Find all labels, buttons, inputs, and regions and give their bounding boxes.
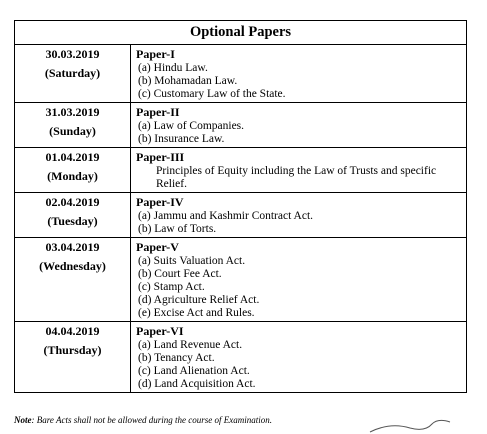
paper-item: (a) Hindu Law. [138, 62, 208, 74]
paper-item: (b) Mohamadan Law. [138, 75, 238, 87]
paper-title: Paper-V [136, 240, 179, 254]
note-label: Note [14, 415, 32, 425]
optional-papers-table [14, 20, 467, 393]
paper-title: Paper-VI [136, 324, 184, 338]
paper-title: Paper-IV [136, 195, 184, 209]
paper-item: (d) Land Acquisition Act. [138, 378, 256, 390]
paper-item: (a) Jammu and Kashmir Contract Act. [138, 210, 314, 222]
paper-item: (e) Excise Act and Rules. [138, 307, 255, 319]
paper-cell [131, 103, 466, 147]
paper-item: (a) Law of Companies. [138, 120, 245, 132]
exam-date: 30.03.2019 [45, 47, 100, 61]
date-cell [15, 238, 131, 321]
paper-item: (c) Stamp Act. [138, 281, 205, 293]
paper-cell [131, 238, 466, 321]
paper-item: (b) Tenancy Act. [138, 352, 215, 364]
paper-cell [131, 148, 466, 192]
paper-title: Paper-III [136, 150, 185, 164]
date-cell [15, 148, 131, 192]
note-text: : Bare Acts shall not be allowed during the course of Examination. [31, 415, 272, 425]
date-cell [15, 103, 131, 147]
exam-date: 01.04.2019 [45, 150, 100, 164]
exam-day: (Saturday) [44, 66, 101, 80]
paper-cell [131, 193, 466, 237]
exam-day: (Thursday) [43, 343, 102, 357]
date-cell [15, 322, 131, 392]
exam-date: 31.03.2019 [45, 105, 100, 119]
paper-item: (c) Land Alienation Act. [138, 365, 250, 377]
exam-day: (Tuesday) [47, 214, 98, 228]
date-cell [15, 45, 131, 102]
paper-item: (d) Agriculture Relief Act. [138, 294, 260, 306]
exam-date: 02.04.2019 [45, 195, 100, 209]
paper-title: Paper-I [136, 47, 175, 61]
paper-title: Paper-II [136, 105, 180, 119]
paper-item: (b) Insurance Law. [138, 133, 225, 145]
table-title: Optional Papers [15, 21, 466, 45]
paper-description: Principles of Equity including the Law of Trusts and specific Relief. [156, 165, 437, 190]
table-row [15, 45, 466, 103]
table-row [15, 103, 466, 148]
date-cell [15, 193, 131, 237]
exam-date: 04.04.2019 [45, 324, 100, 338]
exam-day: (Monday) [47, 169, 98, 183]
table-row [15, 322, 466, 392]
exam-day: (Sunday) [49, 124, 96, 138]
table-row [15, 238, 466, 322]
paper-item: (b) Law of Torts. [138, 223, 217, 235]
paper-item: (c) Customary Law of the State. [138, 88, 286, 100]
paper-item: (b) Court Fee Act. [138, 268, 222, 280]
paper-cell [131, 45, 466, 102]
footnote [14, 415, 272, 425]
exam-day: (Wednesday) [39, 259, 106, 273]
paper-item: (a) Suits Valuation Act. [138, 255, 246, 267]
signature-mark [350, 418, 470, 434]
table-row [15, 148, 466, 193]
paper-cell [131, 322, 466, 392]
paper-item: (a) Land Revenue Act. [138, 339, 243, 351]
table-row [15, 193, 466, 238]
exam-date: 03.04.2019 [45, 240, 100, 254]
